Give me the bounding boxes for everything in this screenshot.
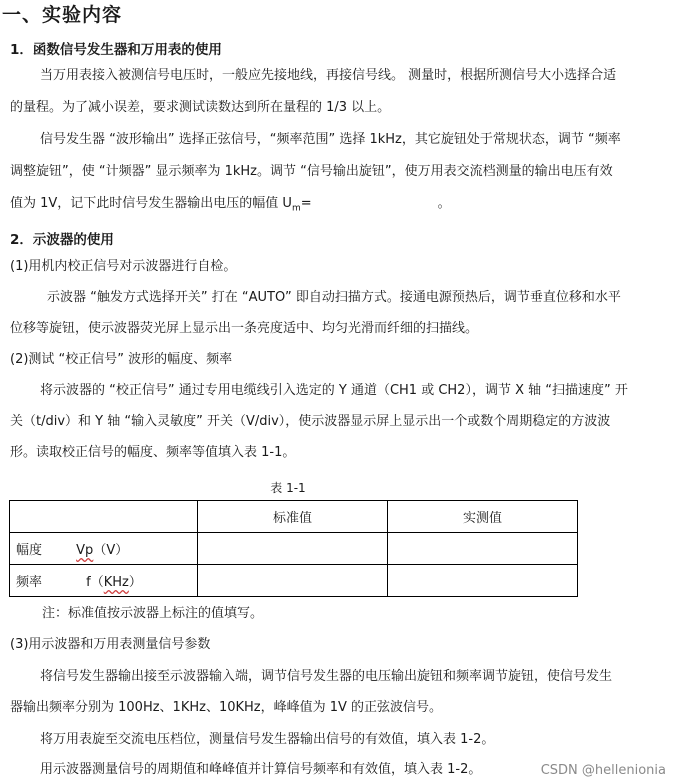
table-row [10, 565, 578, 597]
paragraph-line: 将信号发生器输出接至示波器输入端，调节信号发生器的电压输出旋钮和频率调节旋钮，使信号发生 [40, 669, 613, 684]
row-name: 频率 [16, 575, 43, 590]
table-caption: 表 1-1 [270, 481, 306, 495]
table-1-1 [9, 500, 578, 597]
section-title: 一、实验内容 [2, 4, 123, 26]
table-cell-measured [388, 533, 578, 565]
paragraph-line: 将万用表旋至交流电压档位，测量信号发生器输出信号的有效值，填入表 1-2。 [40, 732, 495, 747]
paragraph-line: 信号发生器 “波形输出” 选择正弦信号，“频率范围” 选择 1kHz，其它旋钮处于常规状态，调节 “频率 [40, 132, 621, 147]
paragraph-line-with-blank [10, 194, 664, 219]
paragraph-line: 将示波器的 “校正信号” 通过专用电缆线引入选定的 Y 通道（CH1 或 CH2），调节 X 轴 “扫描速度” 开 [40, 383, 628, 398]
table-header-row [10, 501, 578, 533]
table-note: 注：标准值按示波器上标注的值填写。 [42, 606, 264, 621]
table-cell-standard [198, 565, 388, 597]
table-header-cell: 标准值 [198, 501, 388, 533]
watermark: CSDN @hellenionia [540, 763, 666, 778]
paragraph-line: 的量程。为了减小误差，要求测试读数达到所在量程的 1/3 以上。 [10, 100, 391, 115]
heading-signal-generator: 1．函数信号发生器和万用表的使用 [10, 42, 222, 58]
text-segment: 值为 1V，记下此时信号发生器输出电压的幅值 U [10, 196, 292, 211]
sub-heading: (1)用机内校正信号对示波器进行自检。 [10, 259, 237, 274]
paragraph-line: 形。读取校正信号的幅度、频率等值填入表 1-1。 [10, 445, 296, 460]
paragraph-line: 当万用表接入被测信号电压时，一般应先接地线，再接信号线。 测量时，根据所测信号大小选择合适 [40, 68, 617, 83]
unit-symbol: Vp [76, 543, 94, 558]
unit-symbol: f（ [86, 575, 104, 590]
row-name: 幅度 [16, 543, 43, 558]
table-row [10, 533, 578, 565]
paragraph-line: 器输出频率分别为 100Hz、1KHz、10KHz，峰峰值为 1V 的正弦波信号。 [10, 700, 443, 715]
paragraph-line: 调整旋钮”，使 “计频器” 显示频率为 1kHz。调节 “信号输出旋钮”，使万用表交流档测量的输出电压有效 [10, 164, 613, 179]
table-header-cell: 实测值 [388, 501, 578, 533]
table-cell-standard [198, 533, 388, 565]
period-mark: 。 [437, 196, 451, 211]
paragraph-line: 关（t/div）和 Y 轴 “输入灵敏度” 开关（V/div），使示波器显示屏上显示出一个或数个周期稳定的方波波 [10, 414, 611, 429]
sub-heading: (3)用示波器和万用表测量信号参数 [10, 637, 211, 652]
unit-text: KHz [103, 575, 129, 590]
paragraph-line: 示波器 “触发方式选择开关” 打在 “AUTO” 即自动扫描方式。接通电源预热后，调节垂直位移和水平 [47, 290, 621, 305]
table-row-label [10, 533, 198, 565]
subscript-m: m [291, 203, 301, 214]
paragraph-line: 位移等旋钮，使示波器荧光屏上显示出一条亮度适中、均匀光滑而纤细的扫描线。 [10, 321, 479, 336]
unit-text: （V） [93, 543, 129, 558]
paragraph-line: 用示波器测量信号的周期值和峰峰值并计算信号频率和有效值，填入表 1-2。 [40, 762, 482, 777]
heading-oscilloscope: 2．示波器的使用 [10, 232, 114, 248]
unit-close: ） [128, 575, 142, 590]
table-cell-measured [388, 565, 578, 597]
table-header-cell [10, 501, 198, 533]
table-row-label [10, 565, 198, 597]
equals-sign: = [300, 196, 312, 211]
sub-heading: (2)测试 “校正信号” 波形的幅度、频率 [10, 352, 233, 367]
